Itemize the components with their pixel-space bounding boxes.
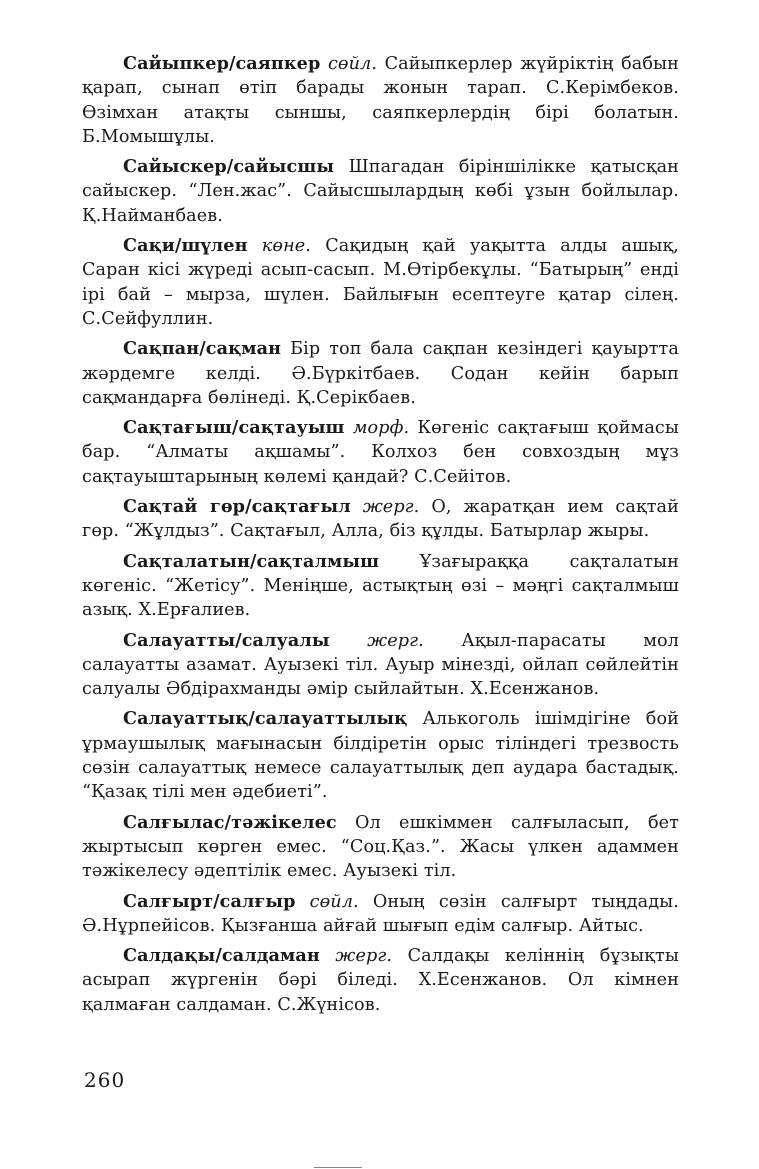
entry-usage-label: морф. (352, 418, 410, 439)
dictionary-entry (82, 52, 679, 149)
entry-headword: Сақтағыш/сақтауыш (123, 417, 345, 439)
entry-usage-label: жерг. (362, 497, 420, 518)
entry-headword: Сайыскер/сайысшы (123, 156, 335, 178)
entry-list (82, 52, 679, 1023)
entry-text: Ол ешкіммен салғыласып, бет жыртысып көрген емес. “Соц.Қаз.”. Жасы үлкен адаммен тәжікелесу әдептілік емес. Ауызекі тіл. (82, 812, 679, 882)
entry-text: Оның сөзін салғырт тыңдады. Ә.Нұрпейісов. Қызғанша айғай шығып едім салғыр. Айтыс. (82, 891, 679, 936)
entry-headword: Салауатты/салуалы (123, 629, 330, 651)
dictionary-entry (82, 416, 679, 489)
entry-text: Бір топ бала сақпан кезіндегі қауыртта жәрдемге келді. Ә.Бүркітбаев. Содан кейін барып сақмандарға бөлінеді. Қ.Серікбаев. (82, 339, 679, 408)
entry-headword: Салғылас/тәжікелес (123, 811, 337, 833)
entry-text: Ақыл-парасаты мол салауатты азамат. Ауызекі тіл. Ауыр мінезді, ойлап сөйлейтін салуалы Әбдірахманды әмір сыйлайтын. Х.Есенжанов. (82, 630, 679, 700)
entry-usage-label: көне. (261, 236, 311, 257)
entry-headword: Сақталатын/сақталмыш (123, 550, 380, 572)
entry-text: Шпагадан біріншілікке қатысқан сайыскер. “Лен.жас”. Сайысшылардың көбі ұзын бойлылар. Қ.Найманбаев. (82, 157, 679, 226)
dictionary-entry (82, 707, 679, 804)
entry-text: О, жаратқан ием сақтай гөр. “Жұлдыз”. Сақтағыл, Алла, біз құлды. Батырлар жыры. (82, 497, 679, 542)
dictionary-entry (82, 234, 679, 331)
entry-headword: Сақи/шүлен (123, 235, 248, 257)
dictionary-entry (82, 155, 679, 228)
dictionary-entry (82, 495, 679, 544)
entry-text: Ұзағыраққа сақталатын көгеніс. “Жетісу”. Меніңше, астықтың өзі – мәңгі сақталмыш азық. Х.Ерғалиев. (82, 551, 679, 621)
entry-usage-label: жерг. (335, 946, 393, 967)
entry-text: Сақидың қай уақытта алды ашық, Саран кісі жүреді асып-сасып. М.Өтірбекұлы. “Батырың” енді ірі бай – мырза, шүлен. Байлығын есептеуге қатар сілең. С.Сейфуллин. (82, 236, 679, 329)
entry-text: Көгеніс сақтағыш қоймасы бар. “Алматы ақшамы”. Колхоз бен совхоздың мұз сақтауыштарының көлемі қандай? С.Сейітов. (82, 418, 679, 487)
page-number: 260 (84, 1068, 126, 1092)
entry-headword: Салауаттық/салауаттылық (123, 708, 408, 730)
entry-text: Сайыпкерлер жүйріктің бабын қарап, сынап өтіп барады жонын тарап. С.Керімбеков. Өзімхан атақты сыншы, саяпкерлердің бірі болатын. Б.Момышұлы. (82, 54, 679, 147)
entry-text: Алькоголь ішімдігіне бой ұрмаушылық мағынасын білдіретін орыс тіліндегі трезвость сөзін салауаттық немесе салауаттылық деп аудара бастадық. “Қазақ тілі мен әдебиеті”. (82, 709, 679, 803)
dictionary-entry (82, 629, 679, 702)
entry-usage-label: сөйл. (327, 54, 378, 74)
entry-headword: Салғырт/салғыр (123, 890, 296, 912)
dictionary-entry (82, 890, 679, 939)
dictionary-entry (82, 944, 679, 1017)
dictionary-entry (82, 337, 679, 410)
bottom-rule (314, 1167, 362, 1168)
entry-headword: Сақпан/сақман (123, 338, 282, 360)
entry-usage-label: жерг. (367, 630, 424, 651)
entry-headword: Сайыпкер/саяпкер (123, 53, 321, 74)
entry-headword: Сақтай гөр/сақтағыл (123, 496, 351, 518)
entry-text: Салдақы келіннің бұзықты асырап жүргенін бәрі біледі. Х.Есенжанов. Ол кімнен қалмаған салдаман. С.Жүнісов. (82, 946, 679, 1015)
entry-headword: Салдақы/салдаман (123, 945, 320, 967)
dictionary-entry (82, 550, 679, 623)
dictionary-entry (82, 811, 679, 884)
entry-usage-label: сөйл. (309, 891, 359, 912)
